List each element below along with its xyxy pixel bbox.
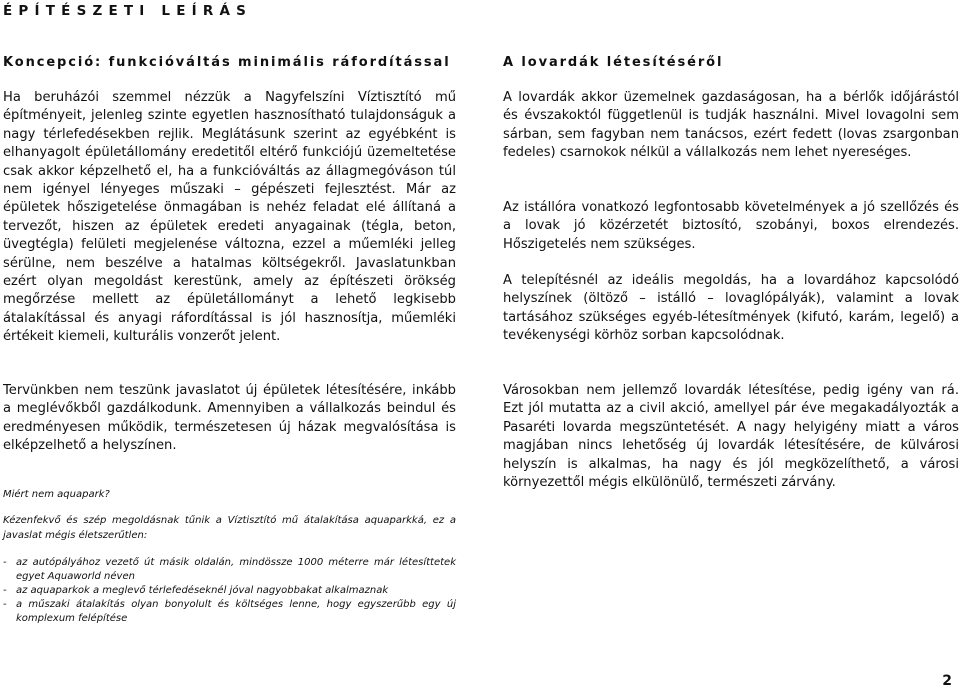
paragraph-concept-1: Ha beruházói szemmel nézzük a Nagyfelszíni Víztisztító mű építményeit, jelenleg szinte egyetlen hasznosítható tulajdonságuk a nagy térlefedésekben rejlik. Meglátásunk szerint az egyébként is elhanyagolt épületállomány eredetitől eltérő funkciójú üzemeltetése csak akkor képzelhető el, ha a funkcióváltás az állagmegóváson túl nem igényel lényeges műszaki – gépészeti fejlesztést. Már az épületek hőszigetelése önmagában is nehéz feladat elé állítaná a tervezőt, hiszen az épületek eredeti anyagainak (tégla, beton, üvegtégla) felületi megjelenése változna, ezzel a műemléki jelleg sérülne, nem beszélve a hatalmas költségekről. Javaslatunkban ezért olyan megoldást kerestünk, amely az építészeti örökség megőrzése mellett az épületállományt a lehető legkisebb átalakítással és anyagi ráfordítással is jól hasznosítja, műemléki értékeit kiemeli, kulturális vonzerőt jelent. (3, 90, 456, 345)
page-number: 2 (942, 673, 952, 689)
list-item: - a műszaki átalakítás olyan bonyolult és költséges lenne, hogy egyszerűbb egy új komplexum felépítése (3, 599, 456, 624)
list-item: - az autópályához vezető út másik oldalán, mindössze 1000 méterre már létesíttetek egyet Aquaworld néven (3, 557, 456, 582)
paragraph-stables-2: Az istállóra vonatkozó legfontosabb követelmények a jó szellőzés és a lovak jó közérzetét biztosító, szobányi, boxos elrendezés. Hőszigetelés nem szükséges. (503, 200, 959, 252)
paragraph-concept-2: Tervünkben nem teszünk javaslatot új épületek létesítésére, inkább a meglévőkből gazdálkodunk. Amennyiben a vállalkozás beindul és eredményesen működik, természetesen új házak megvalósítása is elképzelhető a helyszínen. (3, 383, 456, 454)
aquapark-note: Kézenfekvő és szép megoldásnak tűnik a Víztisztító mű átalakítása aquaparkká, ez a javaslat mégis életszerűtlen: (3, 515, 456, 541)
aquapark-reasons-list (3, 556, 456, 626)
list-item: - az aquaparkok a meglevő térlefedéseknél jóval nagyobbakat alkalmaznak (3, 585, 389, 596)
section-title-stables: A lovardák létesítéséről (503, 55, 724, 70)
paragraph-stables-4: Városokban nem jellemző lovardák létesítése, pedig igény van rá. Ezt jól mutatta az a civil akció, amellyel pár éve megakadályozták a Pasaréti lovarda megszüntetését. A nagy helyigény miatt a város magjában nincs lehetőség új lovardák létesítésére, de külvárosi helyszín is alkalmas, ha nagy és jól megközelíthető, a városi környezettől mégis elkülönülő, természeti zárvány. (503, 383, 959, 491)
paragraph-stables-1: A lovardák akkor üzemelnek gazdaságosan, ha a bérlők időjárástól és évszakoktól függetlenül is tudják használni. Mivel lovagolni sem sárban, sem fagyban nem tanácsos, ezért fedett (lovas zsargonban fedeles) csarnokok nélkül a vállalkozás nem lehet nyereséges. (503, 90, 959, 161)
section-title-concept: Koncepció: funkcióváltás minimális ráfordítással (3, 55, 451, 70)
page-heading: ÉPÍTÉSZETI LEÍRÁS (3, 3, 253, 19)
question-heading: Miért nem aquapark? (3, 489, 110, 500)
paragraph-stables-3: A telepítésnél az ideális megoldás, ha a lovardához kapcsolódó helyszínek (öltöző – istálló – lovaglópályák), valamint a lovak tartásához szükséges egyéb-létesítmények (kifutó, karám, legelő) a tevékenységi körhöz sorban kapcsolódnak. (503, 273, 959, 344)
